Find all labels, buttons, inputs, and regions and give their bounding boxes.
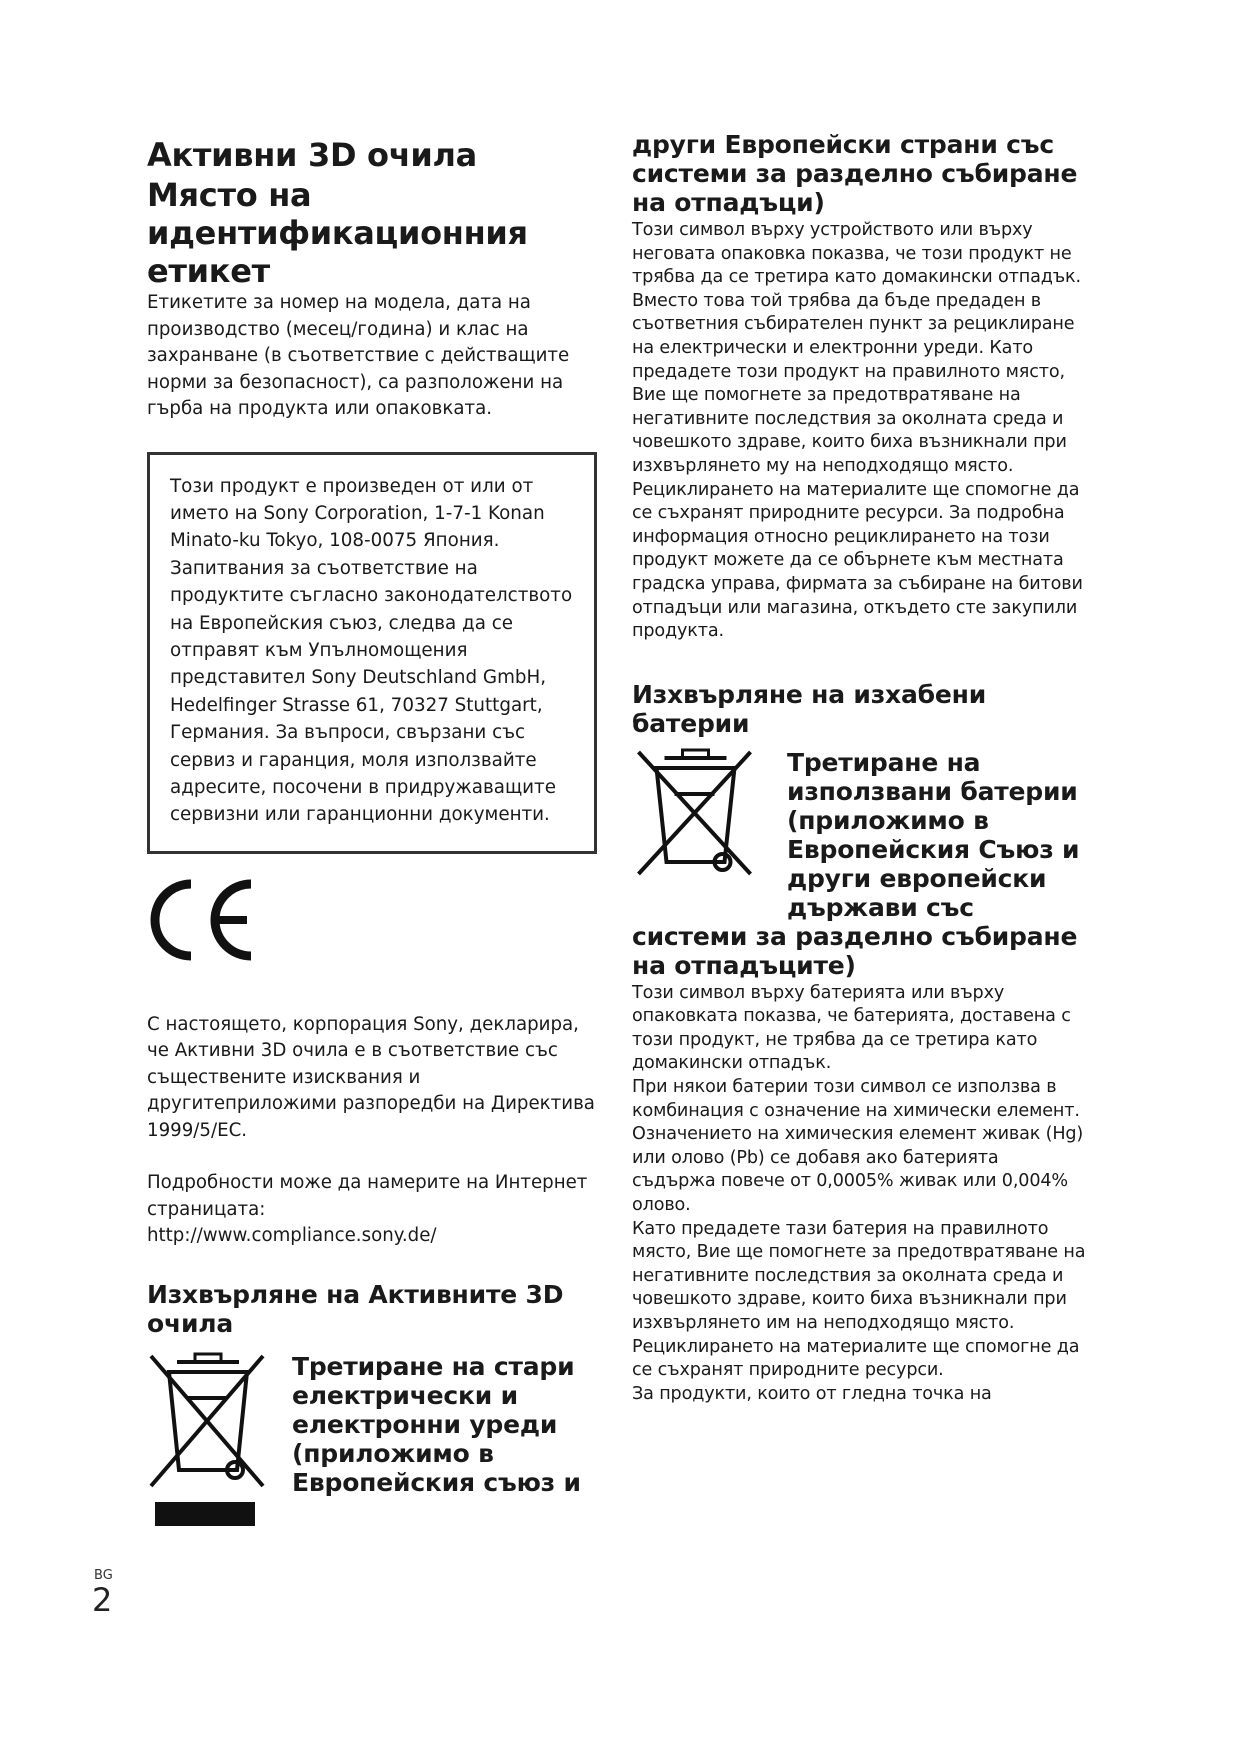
battery-heading: Изхвърляне на изхабени батерии (632, 679, 987, 738)
label-heading: Място на идентификационния етикет (147, 176, 528, 290)
label-text: Етикетите за номер на модела, дата на производство (месец/година) и клас на захранване (в съответствие с действащите норми за безопасност), са разположени на гърба на продукта или опаковката. (147, 292, 570, 419)
weee-bar-icon (155, 1502, 255, 1526)
language-tag: BG (94, 1568, 113, 1583)
disposal-subheading: Третиране на стари електрически и електронни уреди (приложимо в Европейския съюз и (292, 1351, 581, 1497)
battery-text-5: За продукти, които от гледна точка на (632, 1383, 992, 1404)
page-title: Активни 3D очила (147, 136, 477, 174)
manufacturer-box (147, 452, 597, 854)
ce-logo-icon (147, 878, 257, 962)
left-column (147, 136, 597, 1534)
declaration-text: С настоящето, корпорация Sony, декларира, че Активни 3D очила е в съответствие със съществените изисквания и другитеприложими разпоредби на Директива 1999/5/EC. (147, 1013, 595, 1141)
ce-mark (147, 878, 597, 966)
disposal-section (147, 1352, 597, 1534)
battery-text-4: Рециклирането на материалите ще спомогне да се съхранят природните ресурси. (632, 1336, 1080, 1381)
battery-section (632, 748, 1087, 980)
compliance-link[interactable]: http://www.compliance.sony.de/ (147, 1225, 437, 1247)
right-column (632, 130, 1087, 1406)
page-number: 2 (92, 1581, 113, 1619)
details-text: Подробности може да намерите на Интернет страницата: (147, 1172, 588, 1220)
manufacturer-text: Този продукт е произведен от или от името на Sony Corporation, 1-7-1 Konan Minato-ku Tokyo, 108-0075 Япония. Запитвания за съответствие на продуктите съгласно законодателството на Европейския съюз, следва да се отправят към Упълномощения представител Sony Deutschland GmbH, Hedelfinger Strasse 61, 70327 Stuttgart, Германия. За въпроси, свързани със сервиз и гаранция, моля използвайте адресите, посочени в придружаващите сервизни или гаранционни документи. (170, 475, 573, 826)
battery-text-1: Този символ върху батерията или върху опаковката показва, че батерията, доставена с този продукт, не трябва да се третира като домакински отпадък. (632, 982, 1071, 1074)
continued-text: Този символ върху устройството или върху неговата опаковка показва, че този продукт не трябва да се третира като домакински отпадък. Вместо това той трябва да бъде предаден в съответния събирателен пункт за рециклиране на електрически и електронни уреди. Като предадете този продукт на правилното място, Вие ще помогнете за предотвратяване на негативните последствия за околната среда и човешкото здраве, които биха възникнали при изхвърлянето му на неподходящо място. Рециклирането на материалите ще спомогне да се съхранят природните ресурси. За подробна информация относно рециклирането на този продукт можете да се обърнете към местната градска управа, фирмата за събиране на битови отпадъци или магазина, откъдето сте закупили продукта. (632, 220, 1083, 642)
battery-text-3: Като предадете тази батерия на правилното място, Вие ще помогнете за предотвратяване на негативните последствия за околната среда и човешкото здраве, които биха възникнали при изхвърлянето им на неподходящо място. (632, 1218, 1086, 1333)
battery-text-2: При някои батерии този символ се използва в комбинация с означение на химически елемент. Означението на химическия елемент живак (Hg) или олово (Pb) се добавя ако батерията съдържа повече от 0,0005% живак или 0,004% олово. (632, 1077, 1084, 1216)
disposal-heading: Изхвърляне на Активните 3D очила (147, 1279, 564, 1338)
continued-heading: други Европейски страни със системи за разделно събиране на отпадъци) (632, 130, 1078, 217)
weee-bin-icon (147, 1352, 267, 1534)
battery-bin-icon (632, 748, 762, 908)
battery-subheading: Третиране на използвани батерии (приложимо в Европейския Съюз и други европейски държави със системи за разделно събиране на отпадъците) (632, 747, 1080, 980)
